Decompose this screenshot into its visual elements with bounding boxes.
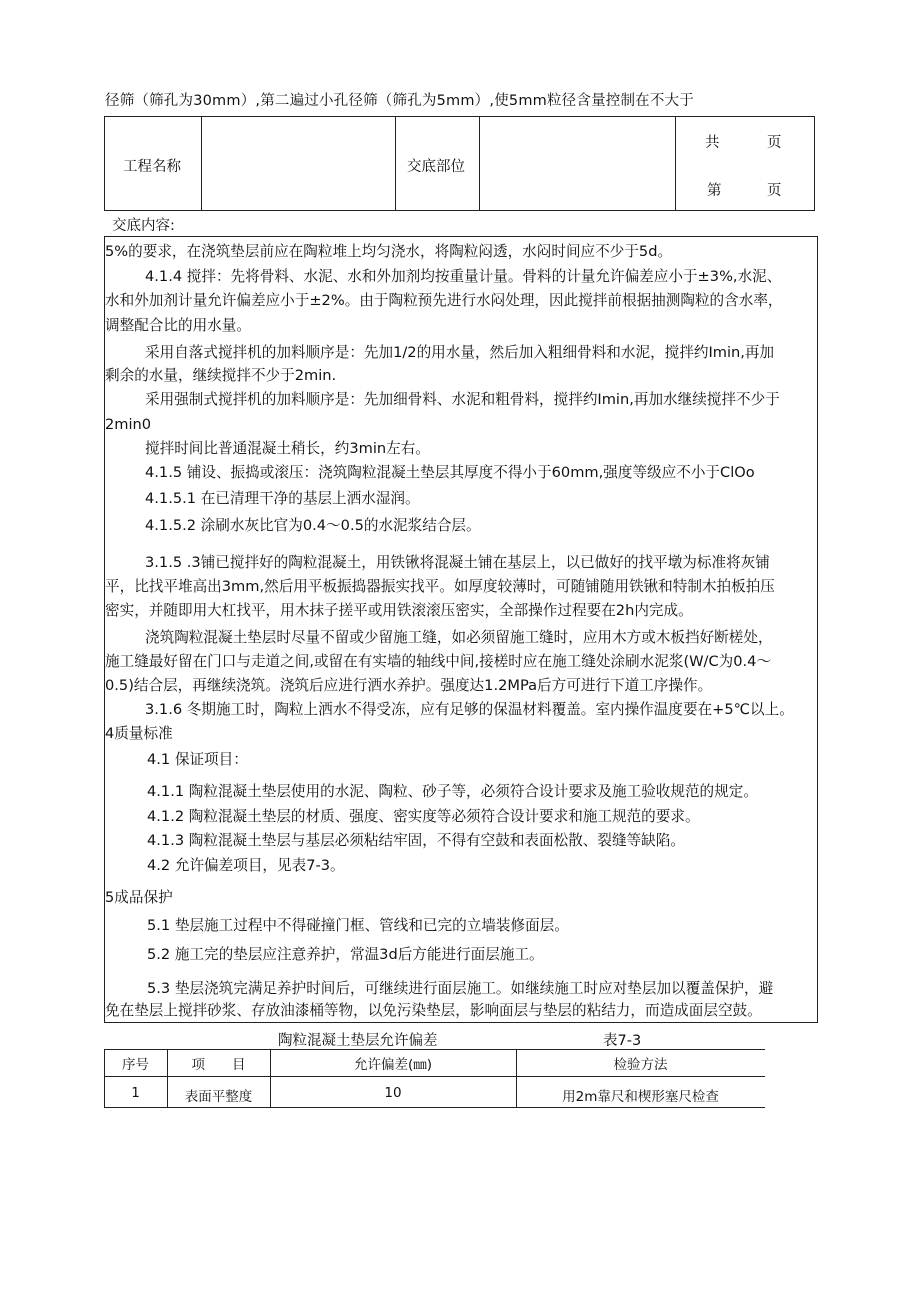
section-heading: 4质量标准 <box>105 725 173 742</box>
page-number-label: 第 <box>707 183 722 199</box>
content-line: 4.1.3 陶粒混凝土垫层与基层必须粘结牢固，不得有空鼓和表面松散、裂缝等缺陷。 <box>147 832 685 849</box>
table-cell: 表面平整度 <box>184 1089 253 1105</box>
content-line: 3.1.5 .3铺已搅拌好的陶粒混凝土，用铁锹将混凝土铺在基层上，以已做好的找平墩为标准将灰铺 <box>145 554 770 571</box>
table-header-cell: 项 目 <box>191 1057 246 1073</box>
content-line: 平，比找平堆高出3mm,然后用平板振捣器振实找平。如厚度较薄时，可随铺随用铁锹和特制木拍板拍压 <box>105 578 775 595</box>
table-cell: 10 <box>384 1085 402 1101</box>
content-line: 水和外加剂计量允许偏差应小于±2%。由于陶粒预先进行水闷处理，因此搅拌前根据抽测陶粒的含水率， <box>105 292 783 309</box>
table-rule <box>104 1076 765 1077</box>
project-name-label: 工程名称 <box>123 159 181 175</box>
content-line: 5%的要求，在浇筑垫层前应在陶粒堆上均匀浇水，将陶粒闷透，水闷时间应不少于5d。 <box>105 243 673 260</box>
table-header-cell: 序号 <box>122 1057 149 1073</box>
content-line: 5.1 垫层施工过程中不得碰撞门框、管线和已完的立墙装修面层。 <box>147 917 569 934</box>
content-line: 5.3 垫层浇筑完满足养护时间后，可继续进行面层施工。如继续施工时应对垫层加以覆盖保护，避 <box>147 980 774 997</box>
content-line: 施工缝最好留在门口与走道之间,或留在有实墙的轴线中间,接槎时应在施工缝处涂刷水泥浆(W/C为0.4～ <box>105 653 772 670</box>
content-line: 密实，并随即用大杠找平，用木抹子搓平或用铁滚滚压密实，全部操作过程要在2h内完成。 <box>105 602 693 619</box>
content-label: 交底内容: <box>112 218 175 234</box>
content-line: 4.1.2 陶粒混凝土垫层的材质、强度、密实度等必须符合设计要求和施工规范的要求。 <box>147 808 700 825</box>
page-number-suffix: 页 <box>767 183 782 199</box>
content-box <box>104 236 818 1023</box>
content-line: 4.1.5.1 在已清理干净的基层上洒水湿润。 <box>145 490 420 507</box>
content-line: 4.1.4 搅拌：先将骨料、水泥、水和外加剂均按重量计量。骨料的计量允许偏差应小于±3%,水泥、 <box>145 268 782 285</box>
section-heading: 5成品保护 <box>105 889 173 906</box>
total-pages-label: 共 <box>705 135 720 151</box>
content-line: 4.1.5.2 涂刷水灰比官为0.4～0.5的水泥浆结合层。 <box>145 517 481 534</box>
content-line: 调整配合比的用水量。 <box>105 317 251 334</box>
header-divider <box>675 117 676 210</box>
table-cell: 1 <box>131 1085 140 1101</box>
content-line: 3.1.6 冬期施工时，陶粒上洒水不得受冻，应有足够的保温材料覆盖。室内操作温度要在+5℃以上。 <box>145 701 794 718</box>
table-rule <box>104 1107 765 1108</box>
header-divider <box>479 117 480 210</box>
header-divider <box>201 117 202 210</box>
content-line: 搅拌时间比普通混凝土稍长，约3min左右。 <box>145 440 430 457</box>
content-line: 2min0 <box>105 416 152 433</box>
header-divider <box>395 117 396 210</box>
location-label: 交底部位 <box>407 159 465 175</box>
content-line: 4.1.5 铺设、振捣或滚压：浇筑陶粒混凝土垫层其厚度不得小于60mm,强度等级应不小于ClOo <box>145 464 755 481</box>
table-title: 陶粒混凝土垫层允许偏差 <box>278 1033 438 1049</box>
total-pages-suffix: 页 <box>767 135 782 151</box>
table-cell: 用2m靠尺和楔形塞尺检查 <box>562 1089 719 1105</box>
table-header-cell: 检验方法 <box>613 1057 668 1073</box>
table-number: 表7-3 <box>603 1033 642 1049</box>
content-line: 4.1.1 陶粒混凝土垫层使用的水泥、陶粒、砂子等，必须符合设计要求及施工验收规范的规定。 <box>147 783 758 800</box>
content-line: 剩余的水量，继续搅拌不少于2min. <box>105 367 337 384</box>
table-rule <box>104 1049 765 1050</box>
top-continuation-text: 径筛（筛孔为30mm）,第二遍过小孔径筛（筛孔为5mm）,使5mm粒径含量控制在不大于 <box>105 93 694 109</box>
content-line: 4.1 保证项目： <box>147 751 248 768</box>
content-line: 免在垫层上搅拌砂浆、存放油漆桶等物，以免污染垫层，影响面层与垫层的粘结力，而造成面层空鼓。 <box>105 1002 762 1019</box>
content-line: 4.2 允许偏差项目，见表7-3。 <box>147 857 345 874</box>
content-line: 5.2 施工完的垫层应注意养护，常温3d后方能进行面层施工。 <box>147 946 544 963</box>
content-line: 采用自落式搅拌机的加料顺序是：先加1/2的用水量，然后加入粗细骨料和水泥，搅拌约Imin,再加 <box>145 344 775 361</box>
header-table <box>104 116 815 211</box>
content-line: 采用强制式搅拌机的加料顺序是：先加细骨料、水泥和粗骨料，搅拌约Imin,再加水继续搅拌不少于 <box>145 391 780 408</box>
content-line: 浇筑陶粒混凝土垫层时尽量不留或少留施工缝，如必须留施工缝时，应用木方或木板挡好断槎处， <box>145 629 773 646</box>
table-header-cell: 允许偏差(㎜) <box>353 1057 433 1073</box>
content-line: 0.5)结合层，再继续浇筑。浇筑后应进行洒水养护。强度达1.2MPa后方可进行下道工序操作。 <box>105 677 713 694</box>
